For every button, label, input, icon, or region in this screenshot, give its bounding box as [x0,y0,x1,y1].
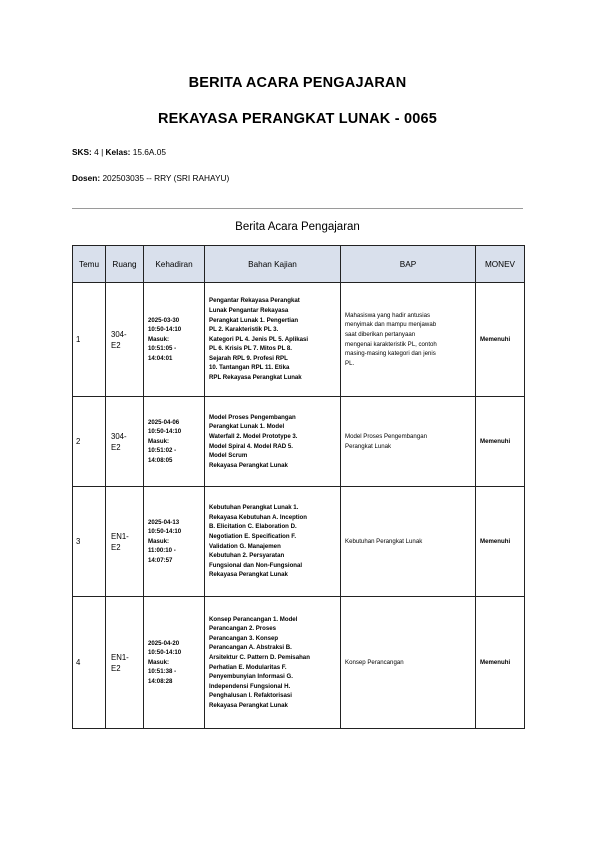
cell-bahan-kajian-line: Penyembunyian Informasi G. [209,673,293,681]
cell-bahan-kajian-line: Konsep Perancangan 1. Model [209,615,298,623]
cell-bahan-kajian-line: Rekayasa Perangkat Lunak [209,701,288,709]
cell-bahan-kajian-line: Fungsional dan Non-Fungsional [209,561,303,569]
cell-kehadiran-line: 14:08:28 [148,677,173,685]
cell-bahan-kajian-line: Negotiation E. Specification F. [209,532,297,540]
dosen-line [72,173,229,183]
cell-ruang [106,283,144,397]
cell-kehadiran-line: Masuk: [148,537,169,545]
cell-bahan-kajian-line: Kebutuhan Perangkat Lunak 1. [209,504,299,512]
cell-kehadiran [144,487,205,597]
cell-kehadiran-line: 10:50-14:10 [148,326,182,334]
cell-bahan-kajian [205,283,341,397]
cell-kehadiran-line: 10:50-14:10 [148,428,182,436]
cell-kehadiran-line: 2025-04-20 [148,639,180,647]
cell-ruang [106,487,144,597]
table-header-row [73,246,525,283]
cell-bahan-kajian-line: Model Proses Pengembangan [209,413,296,421]
cell-temu: 4 [73,597,106,729]
cell-bap-line: Kebutuhan Perangkat Lunak [345,537,423,545]
cell-bahan-kajian-line: Rekayasa Kebutuhan A. Inception [209,513,307,521]
cell-monev: Memenuhi [476,283,525,397]
kelas-value: 15.6A.05 [132,147,166,157]
sks-kelas-line [72,147,166,157]
cell-ruang-line: E2 [111,542,121,552]
cell-kehadiran-line: 14:08:05 [148,456,173,464]
cell-bahan-kajian-line: Waterfall 2. Model Prototype 3. [209,432,298,440]
cell-bap-line: masing-masing kategori dan jenis [345,350,436,358]
cell-kehadiran-line: 14:04:01 [148,354,173,362]
cell-bahan-kajian [205,397,341,487]
cell-kehadiran [144,397,205,487]
cell-ruang [106,597,144,729]
cell-bap-line: PL. [345,359,355,367]
header-bahan-kajian: Bahan Kajian [205,246,341,283]
cell-bahan-kajian-line: Model Spiral 4. Model RAD 5. [209,442,293,450]
cell-bap-line: Mahasiswa yang hadir antusias [345,311,431,319]
cell-kehadiran-line: 10:51:38 - [148,668,177,676]
cell-ruang-line: EN1- [111,531,129,541]
teaching-record-table [72,245,525,729]
cell-bahan-kajian-line: Sejarah RPL 9. Profesi RPL [209,354,288,362]
cell-kehadiran-line: 2025-04-06 [148,418,180,426]
separator: | [101,147,104,157]
cell-bahan-kajian-line: PL 6. Krisis PL 7. Mitos PL 8. [209,345,292,353]
cell-ruang-line: EN1- [111,652,129,662]
table-row [73,397,525,487]
cell-bap [341,487,476,597]
cell-kehadiran-line: 2025-04-13 [148,518,180,526]
cell-ruang [106,397,144,487]
table-row [73,597,525,729]
cell-kehadiran-line: 10:51:02 - [148,447,177,455]
cell-bahan-kajian-line: Kebutuhan 2. Persyaratan [209,552,285,560]
dosen-value: 202503035 -- RRY (SRI RAHAYU) [102,173,230,183]
cell-bahan-kajian-line: Lunak Pengantar Rekayasa [209,306,289,314]
cell-bahan-kajian-line: Perancangan A. Abstraksi B. [209,644,292,652]
cell-bahan-kajian-line: Arsitektur C. Pattern D. Pemisahan [209,653,310,661]
cell-bahan-kajian-line: Rekayasa Perangkat Lunak [209,571,288,579]
cell-kehadiran-line: 2025-03-30 [148,316,180,324]
cell-ruang-line: E2 [111,340,121,350]
cell-monev: Memenuhi [476,487,525,597]
cell-bahan-kajian-line: Perancangan 2. Proses [209,625,277,633]
cell-monev: Memenuhi [476,597,525,729]
cell-kehadiran-line: Masuk: [148,658,169,666]
cell-bahan-kajian-line: Independensi Fungsional H. [209,682,291,690]
cell-monev: Memenuhi [476,397,525,487]
cell-temu: 1 [73,283,106,397]
cell-bahan-kajian-line: PL 2. Karakteristik PL 3. [209,326,279,334]
table-row [73,487,525,597]
cell-ruang-line: 304- [111,431,127,441]
cell-bahan-kajian-line: 10. Tantangan RPL 11. Etika [209,364,290,372]
dosen-label: Dosen: [72,173,101,183]
cell-bahan-kajian-line: Penghalusan I. Refaktorisasi [209,692,292,700]
cell-temu: 2 [73,397,106,487]
cell-bap-line: menyimak dan mampu menjawab [345,321,437,329]
cell-bahan-kajian-line: Rekayasa Perangkat Lunak [209,461,288,469]
course-title: REKAYASA PERANGKAT LUNAK - 0065 [157,111,438,127]
cell-ruang-line: E2 [111,442,121,452]
cell-ruang-line: 304- [111,329,127,339]
cell-bahan-kajian-line: Perhatian E. Modularitas F. [209,663,287,671]
cell-bahan-kajian-line: RPL Rekayasa Perangkat Lunak [209,374,302,382]
cell-bahan-kajian-line: Pengantar Rekayasa Perangkat [209,297,300,305]
header-temu: Temu [73,246,106,283]
section-title: Berita Acara Pengajaran [235,221,360,233]
cell-kehadiran-line: 14:07:57 [148,556,173,564]
cell-kehadiran [144,283,205,397]
header-bap: BAP [341,246,476,283]
cell-kehadiran-line: 10:50-14:10 [148,528,182,536]
header-ruang: Ruang [106,246,144,283]
cell-bahan-kajian [205,597,341,729]
cell-bahan-kajian-line: Perangkat Lunak 1. Model [209,423,285,431]
table-row [73,283,525,397]
cell-bahan-kajian-line: Perangkat Lunak 1. Pengertian [209,316,299,324]
cell-bap-line: Perangkat Lunak [345,442,392,450]
cell-bap [341,597,476,729]
sks-value: 4 [94,147,99,157]
cell-bap [341,283,476,397]
divider [72,208,523,209]
cell-bahan-kajian-line: Model Scrum [209,452,248,460]
cell-ruang-line: E2 [111,663,121,673]
cell-bap [341,397,476,487]
cell-kehadiran-line: 10:50-14:10 [148,649,182,657]
cell-bahan-kajian-line: Kategori PL 4. Jenis PL 5. Aplikasi [209,335,309,343]
cell-kehadiran-line: Masuk: [148,437,169,445]
sks-label: SKS: [72,147,92,157]
cell-bahan-kajian-line: Perancangan 3. Konsep [209,634,279,642]
cell-kehadiran-line: 11:00:10 - [148,547,176,555]
header-kehadiran: Kehadiran [144,246,205,283]
cell-bap-line: Konsep Perancangan [345,658,404,666]
cell-bahan-kajian-line: Validation G. Manajemen [209,542,281,550]
cell-bap-line: Model Proses Pengembangan [345,432,427,440]
cell-bahan-kajian-line: B. Elicitation C. Elaboration D. [209,523,297,531]
document-title: BERITA ACARA PENGAJARAN [188,75,407,91]
cell-temu: 3 [73,487,106,597]
cell-kehadiran-line: 10:51:05 - [148,345,177,353]
cell-bahan-kajian [205,487,341,597]
header-monev: MONEV [476,246,525,283]
kelas-label: Kelas: [105,147,131,157]
cell-bap-line: saat diberikan pertanyaan [345,330,416,338]
cell-kehadiran [144,597,205,729]
cell-bap-line: mengenai karakteristik PL, contoh [345,340,437,348]
cell-kehadiran-line: Masuk: [148,335,169,343]
